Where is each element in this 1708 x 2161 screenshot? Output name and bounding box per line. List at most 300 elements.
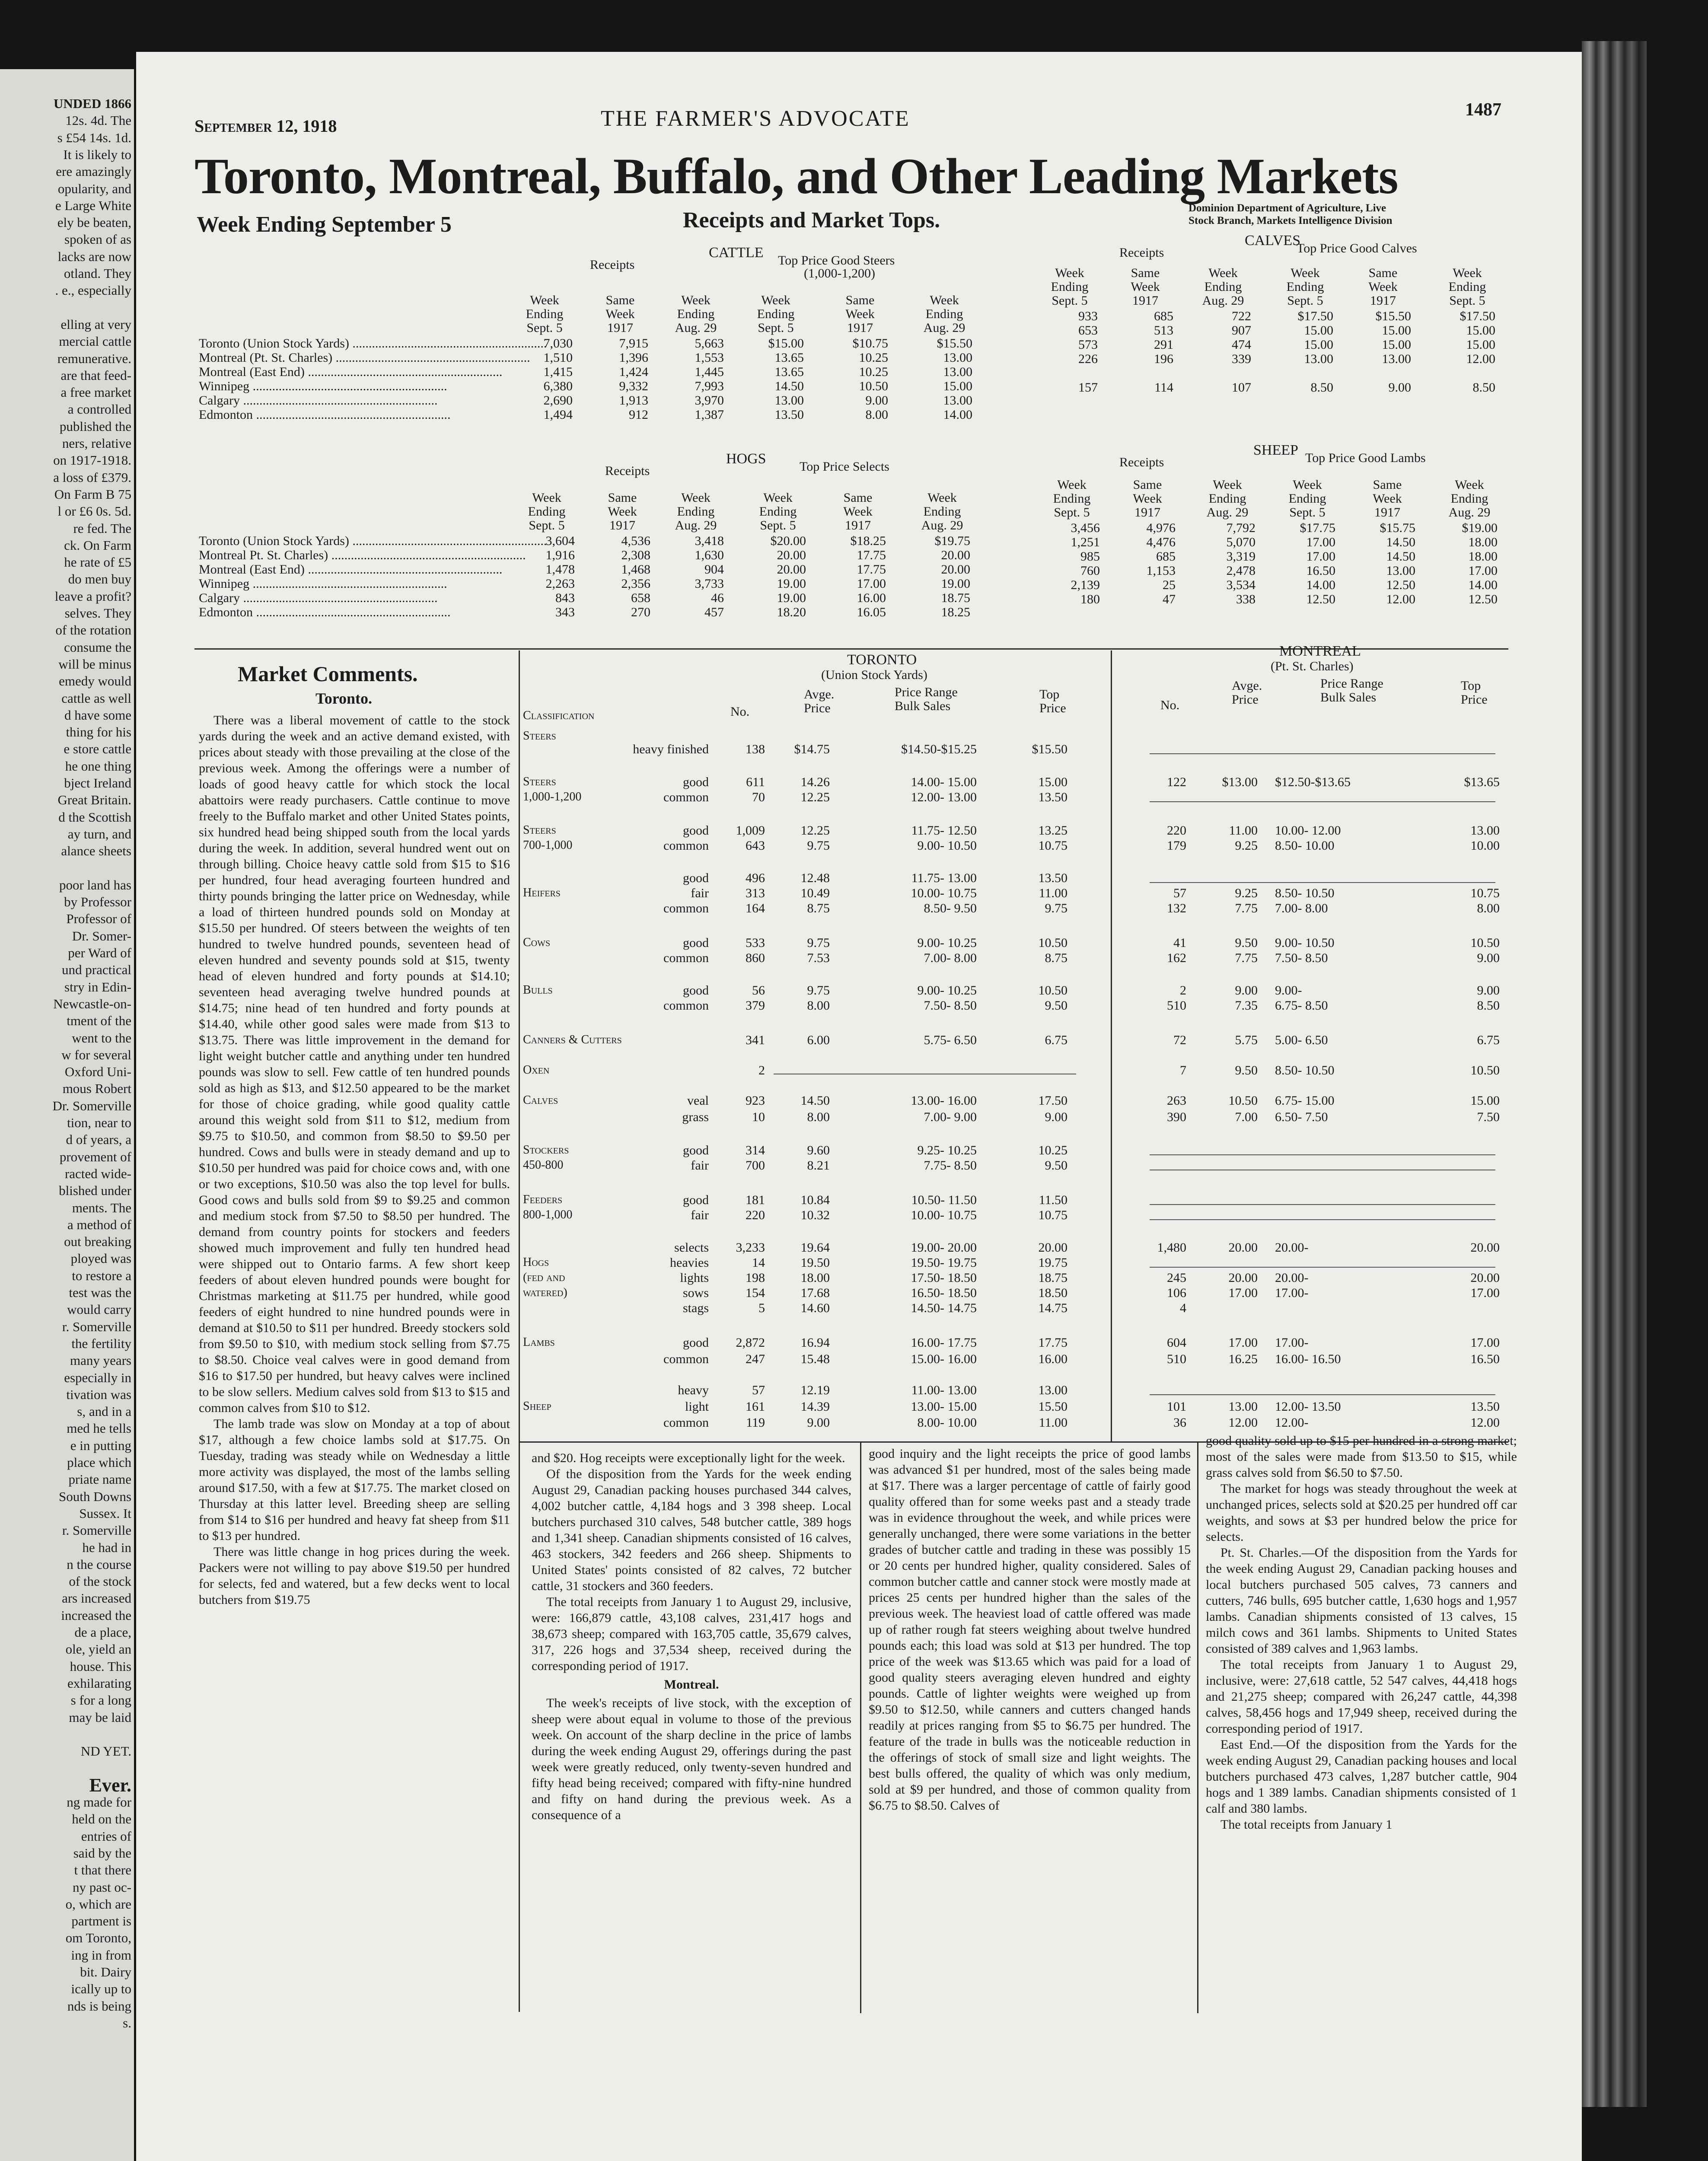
- sheep-col-header: Week: [1133, 491, 1162, 506]
- hogs-cell: 20.00: [941, 562, 970, 577]
- hogs-market-label: Toronto (Union Stock Yards) ............................................................: [199, 534, 547, 548]
- toronto-top-header: Price: [1039, 701, 1066, 715]
- toronto-range-header: Bulk Sales: [895, 699, 951, 713]
- toronto-top: 9.00: [1045, 1110, 1068, 1124]
- left-page-line: test was the: [69, 1285, 131, 1300]
- classification-label: Sheep: [523, 1399, 551, 1413]
- left-page-line: med he tells: [67, 1421, 131, 1436]
- hogs-col-header: Ending: [528, 504, 566, 519]
- toronto-range: 10.50- 11.50: [911, 1193, 977, 1207]
- left-page-line: o, which are: [65, 1896, 131, 1912]
- toronto-top: 10.75: [1038, 838, 1068, 853]
- left-page-line: out breaking: [64, 1234, 131, 1249]
- grade-label: common: [663, 838, 709, 853]
- left-page-line: may be laid: [69, 1709, 131, 1725]
- hogs-cell: 4,536: [621, 534, 650, 548]
- left-page-line: published the: [59, 418, 131, 434]
- montreal-avg: 20.00: [1228, 1271, 1258, 1285]
- montreal-avg: 13.00: [1228, 1399, 1258, 1414]
- montreal-blank-row: [1150, 882, 1495, 883]
- toronto-range: 11.00- 13.00: [911, 1383, 977, 1397]
- page-title: Toronto, Montreal, Buffalo, and Other Leading Markets: [194, 148, 1398, 204]
- hogs-col-header: Ending: [759, 504, 797, 519]
- cattle-col-header: Ending: [526, 307, 564, 321]
- toronto-no-header: No.: [730, 704, 750, 719]
- cattle-cell: $15.50: [937, 336, 972, 351]
- sheep-cell: 180: [1080, 592, 1100, 606]
- toronto-avg: 10.84: [800, 1193, 830, 1207]
- montreal-top: 10.00: [1470, 838, 1500, 853]
- hogs-cell: 17.75: [857, 562, 886, 577]
- sheep-col-header: Ending: [1053, 491, 1091, 506]
- toronto-top: 18.50: [1038, 1286, 1068, 1300]
- toronto-no: 2: [758, 1063, 765, 1077]
- montreal-no: 7: [1180, 1063, 1186, 1077]
- calves-cell: 107: [1232, 380, 1251, 395]
- hogs-title: HOGS: [726, 451, 766, 467]
- toronto-top: 16.00: [1038, 1352, 1068, 1366]
- cattle-cell: 8.00: [865, 408, 888, 422]
- montreal-top: 16.50: [1470, 1352, 1500, 1366]
- toronto-top: 18.75: [1038, 1271, 1068, 1285]
- cattle-cell: 13.00: [943, 365, 972, 379]
- grade-label: fair: [691, 886, 709, 900]
- cattle-cell: 14.00: [943, 408, 972, 422]
- calves-cell: $17.50: [1297, 309, 1333, 323]
- calves-col-header: 1917: [1132, 293, 1158, 308]
- hogs-cell: 3,733: [695, 577, 724, 591]
- calves-col-header: Week: [1055, 266, 1084, 280]
- cattle-cell: 15.00: [943, 379, 972, 393]
- hogs-col-header: Aug. 29: [921, 518, 963, 532]
- issue-date: September 12, 1918: [194, 116, 337, 136]
- toronto-no: 14: [752, 1256, 765, 1270]
- left-page-line: spoken of as: [64, 232, 131, 247]
- montreal-range: 8.50- 10.00: [1275, 838, 1335, 853]
- left-page-line: d have some: [64, 707, 131, 723]
- cattle-cell: 7,030: [543, 336, 573, 351]
- toronto-no: 70: [752, 790, 765, 804]
- cattle-cell: 13.50: [774, 408, 804, 422]
- classification-label: watered): [523, 1286, 567, 1299]
- montreal-blank-row: [1150, 1394, 1495, 1395]
- montreal-top: 12.00: [1470, 1415, 1500, 1430]
- page-number: 1487: [1465, 100, 1501, 120]
- left-page-line: do men buy: [68, 571, 131, 587]
- montreal-top: 10.50: [1470, 1063, 1500, 1077]
- toronto-range: 7.00- 9.00: [924, 1110, 977, 1124]
- toronto-avg: 18.00: [800, 1271, 830, 1285]
- left-page-line: om Toronto,: [65, 1930, 131, 1946]
- sheep-cell: 685: [1156, 549, 1176, 564]
- toronto-no: 860: [746, 951, 765, 965]
- left-page-line: e store cattle: [64, 741, 131, 757]
- calves-cell: 13.00: [1382, 352, 1411, 366]
- montreal-avg: 20.00: [1228, 1240, 1258, 1255]
- sheep-cell: 12.00: [1386, 592, 1415, 606]
- hogs-cell: 18.20: [777, 605, 806, 619]
- cattle-cell: 7,993: [695, 379, 724, 393]
- left-page-line: priate name: [68, 1472, 131, 1487]
- calves-col-header: 1917: [1370, 293, 1396, 308]
- hogs-cell: 16.05: [857, 605, 886, 619]
- calves-cell: 114: [1154, 380, 1173, 395]
- left-page-line: consume the: [64, 639, 131, 655]
- left-page-line: held on the: [72, 1811, 131, 1827]
- sheep-cell: 17.00: [1306, 549, 1335, 564]
- toronto-range: 5.75- 6.50: [924, 1033, 977, 1047]
- montreal-range: 6.50- 7.50: [1275, 1110, 1328, 1124]
- montreal-avg: 7.75: [1235, 951, 1258, 965]
- cattle-col-header: Same: [845, 293, 875, 307]
- left-page-line: s.: [123, 2015, 131, 2030]
- calves-cell: 907: [1232, 323, 1251, 338]
- montreal-range: 8.50- 10.50: [1275, 886, 1335, 900]
- comment-paragraph: Of the disposition from the Yards for the week ending August 29, Canadian packing houses purchased 344 calves, 4,002 butcher cattle, 4,184 hogs and 3 398 sheep. Local butchers purchased 310 calves, 548 butcher cattle, 389 hogs and 1,341 sheep. Canadian shipments consisted of 16 calves, 463 stockers, 342 feeders and 266 sheep. Shipments to United States' points consisted of 82 calves, 72 butcher cattle, 31 stockers and 360 feeders.: [532, 1467, 851, 1593]
- left-page-line: house. This: [70, 1658, 131, 1674]
- toronto-top: 8.75: [1045, 951, 1068, 965]
- calves-cell: 513: [1154, 323, 1173, 338]
- magazine-name: THE FARMER'S ADVOCATE: [601, 106, 910, 131]
- montreal-subheading: Montreal.: [664, 1677, 719, 1692]
- cattle-cell: 13.65: [774, 351, 804, 365]
- comment-paragraph: The market for hogs was steady throughout the week at unchanged prices, selects sold at $20.25 per hundred off car weights, and sows at $3 per hundred below the price for selects.: [1206, 1482, 1517, 1544]
- hogs-col-header: Week: [608, 504, 637, 519]
- hogs-col-header: Week: [532, 491, 561, 505]
- classification-label: Heifers: [523, 886, 561, 899]
- left-page-line: . e., especially: [55, 283, 131, 298]
- toronto-no: 247: [746, 1352, 765, 1366]
- cattle-cell: 9,332: [619, 379, 648, 393]
- left-page-line: of the stock: [69, 1574, 131, 1589]
- comment-paragraph: There was a liberal movement of cattle to the stock yards during the week and an active demand existed, with prices about steady with those prevailing at the close of the previous week. Among the offerings were a number of loads of good heavy cattle for which stock the local abattoirs were ready purchasers. Cattle continue to move freely to the Buffalo market and other United States points, six hundred head being shipped south from the local yards during the week. In addition, several hundred went out on through billing. Choice heavy cattle sold from $15 to $16 per hundred, four head averaging fourteen hundred and thirty pounds bringing the latter price on Wednesday, while a load of thirteen hundred pounds sold on Monday at $15.50 per hundred. Of steers between the weights of ten hundred to twelve hundred pounds, seventeen head of eleven hundred and seventy pounds sold at $15, twenty head of eleven hundred and forty pounds at $14.10; seventeen head averaging twelve hundred pounds at $14.75; nine head of ten hundred and forty pounds at $14.40, while other good sales were made from $13 to $13.75. There was little improvement in the demand for light weight butcher cattle and anything under ten hundred pounds was slow to sell. Few cattle of ten hundred pounds sold as high as $13, and $12.50 appeared to be the market for those of choice grading, while good quality cattle around this weight sold from $11 to $12, medium from $9.75 to $10.50, and common from $8.50 to $9.50 per hundred. Cows and bulls were in steady demand and up to $10.50 per hundred was paid for choice cows and, with one or two exceptions, $10.50 was also the top level for bulls. Good cows and bulls sold from $9 to $9.25 and common and medium stock from $7.50 to $8.50 per hundred. The demand from country points for stockers and feeders showed much improvement and fully ten hundred head were shipped out to Ontario farms. A few short keep feeders of about eleven hundred pounds were bought for Christmas marketing at $11.75 per hundred, while good feeders of eight hundred to nine hundred pounds were in demand at $10.50 to $11 per hundred. Breedy stockers sold from $9.50 to $10, with medium stock selling from $7.75 to $8.50. Choice veal calves were in good demand from $16 to $17.50 per hundred, but heavy calves were inclined to be slow sellers. Medium calves sold from $13 to $15 and common calves from $10 to $12.: [199, 713, 510, 1415]
- montreal-range: 8.50- 10.50: [1275, 1063, 1335, 1077]
- montreal-avg-header: Price: [1232, 692, 1259, 707]
- sheep-cell: 1,153: [1146, 564, 1176, 578]
- montreal-blank-row: [1150, 753, 1495, 754]
- cattle-cell: 13.65: [774, 365, 804, 379]
- cattle-col-header: Week: [845, 307, 875, 321]
- left-page-line: many years: [70, 1353, 131, 1368]
- hogs-col-header: Week: [763, 491, 793, 505]
- calves-cell: $15.50: [1375, 309, 1411, 323]
- left-page-line: a free market: [61, 385, 131, 400]
- hogs-cell: 457: [704, 605, 724, 619]
- montreal-top: 10.50: [1470, 936, 1500, 950]
- toronto-range: $14.50-$15.25: [901, 742, 977, 756]
- hogs-col-header: Ending: [923, 504, 961, 519]
- calves-col-header: Week: [1368, 280, 1398, 294]
- toronto-top: 17.50: [1038, 1093, 1068, 1108]
- toronto-top: 11.50: [1039, 1193, 1068, 1207]
- comment-paragraph: There was little change in hog prices during the week. Packers were not willing to pay above $19.50 per hundred for selects, fed and watered, but a few decks went to local butchers from $19.75: [199, 1545, 510, 1607]
- toronto-range: 8.50- 9.50: [924, 901, 977, 915]
- left-page-line: tivation was: [66, 1386, 131, 1402]
- sheep-cell: 12.50: [1386, 578, 1415, 592]
- classification-label: Lambs: [523, 1335, 555, 1349]
- cattle-col-header: Week: [761, 293, 790, 307]
- montreal-blank-row: [1150, 1154, 1495, 1155]
- calves-col-header: Aug. 29: [1202, 293, 1244, 308]
- cattle-cell: 13.00: [943, 351, 972, 365]
- hogs-top-label: Top Price Selects: [800, 459, 889, 474]
- cattle-cell: 6,380: [543, 379, 573, 393]
- classification-label: Steers: [523, 729, 556, 743]
- grade-label: common: [663, 951, 709, 965]
- montreal-avg: 10.50: [1228, 1093, 1258, 1108]
- cattle-cell: 1,445: [695, 365, 724, 379]
- montreal-top: 15.00: [1470, 1093, 1500, 1108]
- toronto-avg: 9.60: [807, 1143, 830, 1157]
- classification-label: Calves: [523, 1093, 558, 1107]
- toronto-avg: 8.75: [807, 901, 830, 915]
- calves-col-header: Same: [1368, 266, 1398, 280]
- left-page-line: tion, near to: [67, 1115, 131, 1130]
- left-page-line: ny past oc-: [72, 1879, 131, 1895]
- hogs-cell: 2,308: [621, 548, 650, 562]
- toronto-range: 9.00- 10.50: [917, 838, 977, 853]
- montreal-no: 36: [1173, 1415, 1186, 1430]
- sheep-col-header: Week: [1213, 478, 1242, 492]
- left-page-line: t that there: [74, 1862, 131, 1878]
- montreal-top: 20.00: [1470, 1240, 1500, 1255]
- montreal-avg: 9.50: [1235, 936, 1258, 950]
- hogs-col-header: Sept. 5: [760, 518, 796, 532]
- montreal-avg: 9.00: [1235, 983, 1258, 998]
- toronto-top: 20.00: [1038, 1240, 1068, 1255]
- toronto-avg: 14.39: [800, 1399, 830, 1414]
- left-page-line: Oxford Uni-: [64, 1064, 131, 1080]
- grade-label: stags: [683, 1301, 709, 1315]
- montreal-avg: 9.25: [1235, 886, 1258, 900]
- toronto-range: 16.00- 17.75: [911, 1335, 977, 1350]
- montreal-no: 4: [1180, 1301, 1186, 1315]
- toronto-top: 10.50: [1038, 936, 1068, 950]
- left-page-line: ely be beaten,: [57, 215, 131, 230]
- montreal-no-header: No.: [1160, 698, 1180, 712]
- calves-receipts-label: Receipts: [1119, 245, 1164, 260]
- hogs-col-header: 1917: [845, 518, 871, 532]
- toronto-avg: 15.48: [800, 1352, 830, 1366]
- cattle-cell: 1,387: [695, 408, 724, 422]
- toronto-top: 13.50: [1038, 871, 1068, 885]
- classification-label: Bulls: [523, 983, 553, 997]
- hogs-col-header: Week: [927, 491, 957, 505]
- grade-label: sows: [682, 1286, 709, 1300]
- montreal-avg: 5.75: [1235, 1033, 1258, 1047]
- sheep-cell: 338: [1236, 592, 1256, 606]
- montreal-range: 7.50- 8.50: [1275, 951, 1328, 965]
- left-page-line: s £54 14s. 1d.: [57, 130, 131, 145]
- toronto-no: 533: [746, 936, 765, 950]
- toronto-no: 220: [746, 1208, 765, 1222]
- left-page-line: ole, yield an: [65, 1641, 131, 1657]
- calves-cell: 13.00: [1304, 352, 1333, 366]
- toronto-range: 14.00- 15.00: [911, 775, 977, 789]
- montreal-top: 10.75: [1470, 886, 1500, 900]
- montreal-top: 8.50: [1477, 998, 1500, 1013]
- toronto-avg: 14.26: [800, 775, 830, 789]
- toronto-no: 313: [746, 886, 765, 900]
- montreal-top: 20.00: [1470, 1271, 1500, 1285]
- toronto-top: 15.00: [1038, 775, 1068, 789]
- hogs-cell: 843: [555, 591, 575, 605]
- left-page-line: a method of: [67, 1217, 131, 1232]
- toronto-no: 1,009: [736, 823, 765, 838]
- sheep-cell: 3,534: [1226, 578, 1256, 592]
- hogs-market-label: Winnipeg ............................................................: [199, 577, 447, 591]
- sheep-cell: 17.00: [1468, 564, 1498, 578]
- left-page-line: tment of the: [67, 1013, 131, 1029]
- left-page-line: It is likely to: [63, 147, 131, 162]
- toronto-top: 9.75: [1045, 901, 1068, 915]
- hogs-cell: 18.75: [941, 591, 970, 605]
- toronto-range: 14.50- 14.75: [911, 1301, 977, 1315]
- sheep-col-header: Week: [1455, 478, 1484, 492]
- hogs-cell: 1,468: [621, 562, 650, 577]
- cattle-col-header: Sept. 5: [758, 321, 794, 335]
- calves-top-label: Top Price Good Calves: [1297, 241, 1417, 255]
- toronto-avg: 9.75: [807, 838, 830, 853]
- toronto-range: 7.75- 8.50: [924, 1158, 977, 1173]
- toronto-range: 15.00- 16.00: [911, 1352, 977, 1366]
- cattle-top-label: Top Price Good Steers: [778, 253, 895, 268]
- sheep-cell: 7,792: [1226, 521, 1256, 535]
- left-page-line: Ever.: [89, 1774, 131, 1796]
- hogs-cell: 904: [704, 562, 724, 577]
- cattle-cell: $10.75: [852, 336, 888, 351]
- classification-label: Stockers: [523, 1143, 569, 1157]
- toronto-no: 379: [746, 998, 765, 1013]
- toronto-avg: 12.19: [800, 1383, 830, 1397]
- montreal-no: 122: [1167, 775, 1186, 789]
- montreal-table-sub: (Pt. St. Charles): [1271, 659, 1354, 673]
- left-page-line: racted wide-: [64, 1166, 131, 1181]
- toronto-avg: 9.00: [807, 1415, 830, 1430]
- sheep-cell: 760: [1080, 564, 1100, 578]
- calves-col-header: Sept. 5: [1449, 293, 1485, 308]
- comments-column-3: [869, 1446, 1191, 1814]
- left-page-line: Dr. Somer-: [72, 928, 131, 943]
- left-page-line: e Large White: [55, 198, 131, 213]
- left-page-line: Great Britain.: [57, 792, 131, 808]
- toronto-avg: $14.75: [794, 742, 830, 756]
- sheep-cell: $15.75: [1380, 521, 1415, 535]
- toronto-top: 9.50: [1045, 1158, 1068, 1173]
- sheep-col-header: Week: [1373, 491, 1402, 506]
- montreal-no: 72: [1173, 1033, 1186, 1047]
- classification-label: Oxen: [523, 1063, 550, 1077]
- calves-col-header: Week: [1453, 266, 1482, 280]
- sheep-col-header: Same: [1133, 478, 1162, 492]
- toronto-range: 7.00- 8.00: [924, 951, 977, 965]
- toronto-avg: 10.32: [800, 1208, 830, 1222]
- toronto-no: 700: [746, 1158, 765, 1173]
- cattle-col-header: Aug. 29: [923, 321, 966, 335]
- classification-label: Steers: [523, 775, 556, 788]
- sheep-cell: 47: [1163, 592, 1176, 606]
- cattle-col-header: Same: [605, 293, 635, 307]
- toronto-no: 496: [746, 871, 765, 885]
- montreal-blank-row: [1150, 801, 1495, 802]
- montreal-no: 510: [1167, 998, 1186, 1013]
- left-page-line: Dr. Somerville: [52, 1098, 131, 1113]
- left-page-line: on 1917-1918.: [53, 453, 131, 468]
- toronto-avg: 9.75: [807, 936, 830, 950]
- grade-label: fair: [691, 1208, 709, 1222]
- left-page-line: ing in from: [71, 1947, 131, 1963]
- montreal-range-header: Bulk Sales: [1320, 690, 1377, 704]
- hogs-col-header: Aug. 29: [675, 518, 717, 532]
- hogs-col-header: Week: [843, 504, 873, 519]
- toronto-avg: 8.00: [807, 998, 830, 1013]
- grade-label: light: [685, 1399, 709, 1414]
- cattle-col-header: Week: [681, 293, 711, 307]
- toronto-subheading: Toronto.: [315, 690, 373, 707]
- receipts-heading: Receipts and Market Tops.: [683, 208, 940, 233]
- left-page-line: nds is being: [67, 1998, 131, 2014]
- comment-paragraph: good quality sold up to $15 per hundred in a strong market; most of the sales were made from $13.50 to $15, while grass calves sold from $6.50 to $7.50.: [1206, 1434, 1517, 1480]
- sheep-col-header: Aug. 29: [1448, 505, 1491, 520]
- hogs-market-label: Montreal Pt. St. Charles) ............................................................: [199, 548, 526, 562]
- calves-cell: 157: [1078, 380, 1098, 395]
- sheep-cell: 4,476: [1146, 535, 1176, 549]
- montreal-blank-row: [1150, 1204, 1495, 1205]
- montreal-avg: 7.75: [1235, 901, 1258, 915]
- toronto-avg: 17.68: [800, 1286, 830, 1300]
- left-page-line: bit. Dairy: [80, 1964, 131, 1979]
- left-page-line: r. Somerville: [62, 1319, 131, 1334]
- left-page-line: s, and in a: [77, 1404, 131, 1419]
- toronto-range: 10.00- 10.75: [911, 886, 977, 900]
- toronto-avg: 19.64: [800, 1240, 830, 1255]
- classification-label: Canners & Cutters: [523, 1033, 622, 1046]
- left-page-line: stry in Edin-: [64, 979, 131, 994]
- toronto-top: 14.75: [1038, 1301, 1068, 1315]
- hogs-cell: 20.00: [777, 562, 806, 577]
- toronto-range: 19.00- 20.00: [911, 1240, 977, 1255]
- montreal-range: 9.00-: [1275, 983, 1302, 998]
- cattle-col-header: Ending: [925, 307, 963, 321]
- toronto-avg: 19.50: [800, 1256, 830, 1270]
- montreal-avg: 11.00: [1229, 823, 1258, 838]
- montreal-top: 9.00: [1477, 951, 1500, 965]
- hogs-cell: $18.25: [850, 534, 886, 548]
- hogs-col-header: Ending: [677, 504, 715, 519]
- cattle-cell: 1,553: [695, 351, 724, 365]
- toronto-no: 161: [746, 1399, 765, 1414]
- montreal-avg: 16.25: [1228, 1352, 1258, 1366]
- left-page-line: ments. The: [72, 1200, 131, 1215]
- toronto-avg: 14.60: [800, 1301, 830, 1315]
- montreal-avg: 17.00: [1228, 1335, 1258, 1350]
- toronto-avg: 14.50: [800, 1093, 830, 1108]
- hogs-cell: 17.75: [857, 548, 886, 562]
- montreal-top-header: Top: [1461, 679, 1481, 693]
- toronto-top: 13.50: [1038, 790, 1068, 804]
- sheep-cell: $17.75: [1300, 521, 1335, 535]
- toronto-no: 198: [746, 1271, 765, 1285]
- toronto-range: 13.00- 15.00: [911, 1399, 977, 1414]
- sheep-receipts-label: Receipts: [1119, 455, 1164, 469]
- montreal-blank-row: [1150, 1267, 1495, 1268]
- montreal-range: 17.00-: [1275, 1286, 1309, 1300]
- sheep-cell: 3,319: [1226, 549, 1256, 564]
- cattle-cell: $15.00: [768, 336, 804, 351]
- left-page-line: ck. On Farm: [64, 537, 131, 553]
- classification-label: Cows: [523, 936, 551, 949]
- cattle-receipts-label: Receipts: [590, 258, 635, 272]
